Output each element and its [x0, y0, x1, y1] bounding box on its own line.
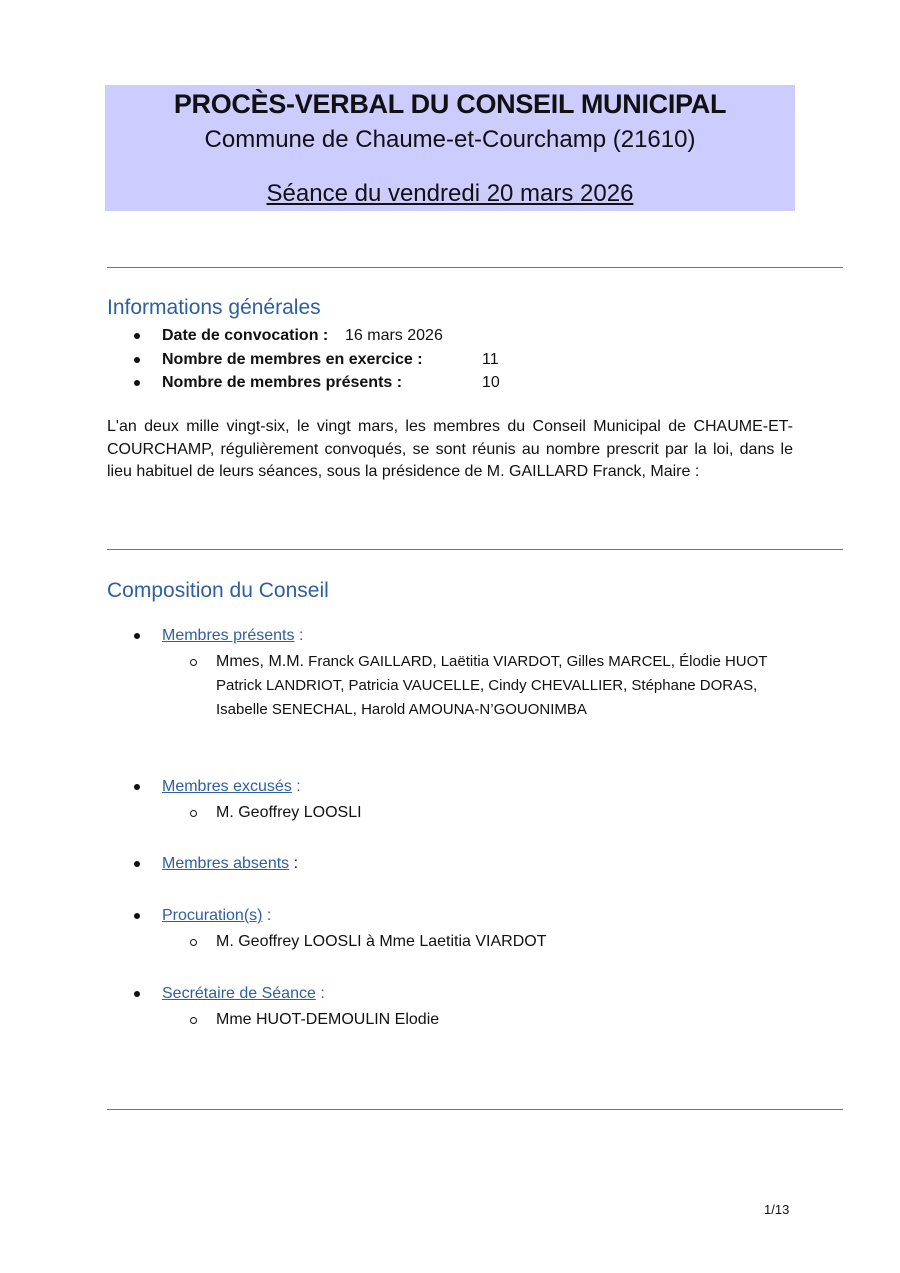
bullet-icon — [134, 784, 140, 790]
list-item — [107, 624, 807, 648]
proxy-entry: M. Geoffrey LOOSLI à Mme Laetitia VIARDOT — [216, 933, 547, 950]
members-present-value: 10 — [482, 374, 500, 391]
members-in-office-value: 11 — [482, 350, 499, 368]
list-item — [107, 1008, 807, 1032]
bullet-icon — [134, 991, 140, 997]
absent-members-group — [107, 852, 807, 876]
list-item — [107, 775, 807, 799]
bullet-icon — [134, 380, 140, 386]
circle-bullet-icon — [190, 659, 197, 666]
bullet-icon — [134, 633, 140, 639]
intro-paragraph: L'an deux mille vingt-six, le vingt mars, les membres du Conseil Municipal de CHAUME-ET-COURCHAMP, régulièrement convoqués, se sont réunis au nombre prescrit par la loi, dans le lieu habituel de leurs séances, sous la présidence de M. GAILLARD Franck, Maire : — [107, 418, 793, 480]
title-banner — [105, 85, 795, 211]
bullet-icon — [134, 333, 140, 339]
proxies-label: Procuration(s) : — [162, 907, 272, 924]
excused-member-name: M. Geoffrey LOOSLI — [216, 804, 362, 821]
convocation-date-value: 16 mars 2026 — [345, 327, 443, 344]
page-number: 1/13 — [764, 1202, 790, 1217]
list-item — [107, 852, 807, 876]
list-item — [107, 982, 807, 1006]
general-info-heading: Informations générales — [107, 296, 321, 319]
absent-members-label: Membres absents : — [162, 855, 299, 872]
circle-bullet-icon — [190, 810, 197, 817]
present-members-names: Mmes, M.M. Franck GAILLARD, Laëtitia VIARDOT, Gilles MARCEL, Élodie HUOT Patrick LANDRIOT, Patricia VAUCELLE, Cindy CHEVALLIER, Stéphane DORAS, Isabelle SENECHAL, Harold AMOUNA-N’GOUONIMBA — [216, 653, 768, 718]
convocation-date-label: Date de convocation : — [162, 327, 329, 344]
bullet-icon — [134, 357, 140, 363]
list-item — [107, 904, 807, 928]
list-item — [107, 801, 807, 825]
section-divider — [107, 1109, 843, 1110]
commune-name: Commune de Chaume-et-Courchamp (21610) — [204, 126, 696, 153]
document-title: PROCÈS-VERBAL DU CONSEIL MUNICIPAL — [173, 89, 727, 119]
secretary-group — [107, 982, 807, 1032]
bullet-icon — [134, 913, 140, 919]
members-in-office-label: Nombre de membres en exercice : — [162, 350, 423, 368]
excused-members-label: Membres excusés : — [162, 778, 301, 795]
secretary-name: Mme HUOT-DEMOULIN Elodie — [216, 1011, 440, 1028]
section-divider — [107, 267, 843, 268]
list-item — [107, 930, 807, 954]
members-present-label: Nombre de membres présents : — [162, 374, 403, 391]
secretary-label: Secrétaire de Séance : — [162, 985, 325, 1002]
circle-bullet-icon — [190, 1017, 197, 1024]
bullet-icon — [134, 861, 140, 867]
present-members-label: Membres présents : — [162, 627, 304, 644]
list-item — [107, 650, 807, 722]
circle-bullet-icon — [190, 939, 197, 946]
section-divider — [107, 549, 843, 550]
session-date: Séance du vendredi 20 mars 2026 — [266, 180, 634, 207]
composition-heading: Composition du Conseil — [107, 579, 329, 602]
excused-members-group — [107, 775, 807, 825]
proxies-group — [107, 904, 807, 954]
present-members-group — [107, 624, 807, 722]
